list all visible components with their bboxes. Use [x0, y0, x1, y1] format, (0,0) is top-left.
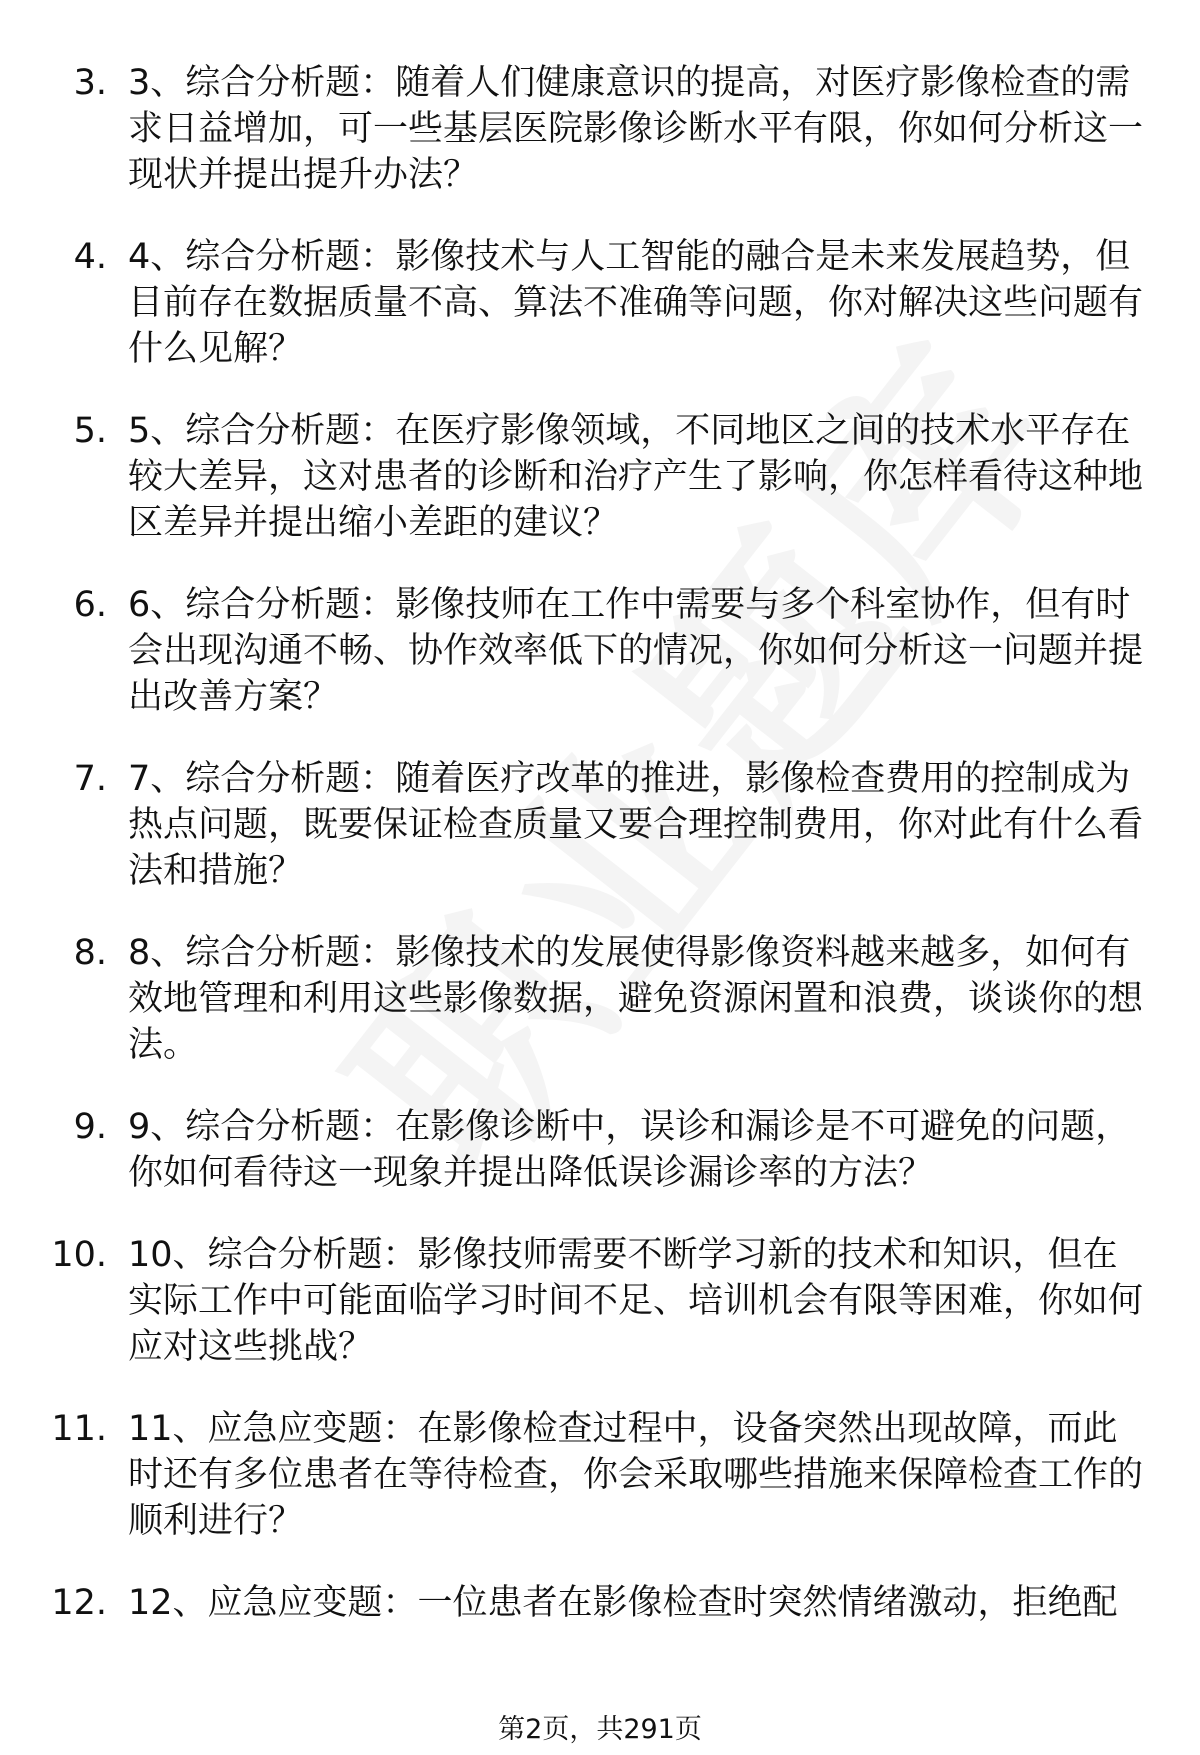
question-number: 11.: [51, 1409, 107, 1449]
question-text: 11、应急应变题：在影像检查过程中，设备突然出现故障，而此时还有多位患者在等待检查，你会采取哪些措施来保障检查工作的顺利进行？: [128, 1409, 1144, 1541]
question-number: 6.: [73, 585, 107, 625]
question-number: 8.: [73, 933, 107, 973]
question-text: 8、综合分析题：影像技术的发展使得影像资料越来越多，如何有效地管理和利用这些影像数据，避免资源闲置和浪费，谈谈你的想法。: [128, 933, 1144, 1065]
question-text: 7、综合分析题：随着医疗改革的推进，影像检查费用的控制成为热点问题，既要保证检查质量又要合理控制费用，你对此有什么看法和措施？: [128, 759, 1144, 891]
list-item: [0, 1406, 1200, 1544]
question-text: 10、综合分析题：影像技师需要不断学习新的技术和知识，但在实际工作中可能面临学习时间不足、培训机会有限等困难，你如何应对这些挑战？: [128, 1235, 1144, 1367]
question-number: 7.: [73, 759, 107, 799]
list-item: [0, 1232, 1200, 1370]
list-item: [0, 1104, 1200, 1196]
question-number: 5.: [73, 411, 107, 451]
question-list: [0, 60, 1200, 1662]
list-item: [0, 930, 1200, 1068]
question-text: 4、综合分析题：影像技术与人工智能的融合是未来发展趋势，但目前存在数据质量不高、算法不准确等问题，你对解决这些问题有什么见解？: [128, 237, 1144, 369]
question-text: 9、综合分析题：在影像诊断中，误诊和漏诊是不可避免的问题，你如何看待这一现象并提出降低误诊漏诊率的方法？: [128, 1107, 1131, 1193]
list-item: [0, 582, 1200, 720]
question-number: 3.: [73, 63, 107, 103]
question-number: 10.: [51, 1235, 107, 1275]
question-text: 3、综合分析题：随着人们健康意识的提高，对医疗影像检查的需求日益增加，可一些基层医院影像诊断水平有限，你如何分析这一现状并提出提升办法？: [128, 63, 1144, 195]
question-number: 12.: [51, 1583, 107, 1623]
page-footer: 第2页，共291页: [498, 1714, 702, 1745]
question-text: 6、综合分析题：影像技师在工作中需要与多个科室协作，但有时会出现沟通不畅、协作效率低下的情况，你如何分析这一问题并提出改善方案？: [128, 585, 1144, 717]
list-item: [0, 60, 1200, 198]
list-item: [0, 408, 1200, 546]
question-number: 4.: [73, 237, 107, 277]
list-item: [0, 1580, 1200, 1626]
list-item: [0, 756, 1200, 894]
question-text: 12、应急应变题：一位患者在影像检查时突然情绪激动，拒绝配: [128, 1583, 1118, 1623]
question-number: 9.: [73, 1107, 107, 1147]
list-item: [0, 234, 1200, 372]
question-text: 5、综合分析题：在医疗影像领域，不同地区之间的技术水平存在较大差异，这对患者的诊断和治疗产生了影响，你怎样看待这种地区差异并提出缩小差距的建议？: [128, 411, 1144, 543]
